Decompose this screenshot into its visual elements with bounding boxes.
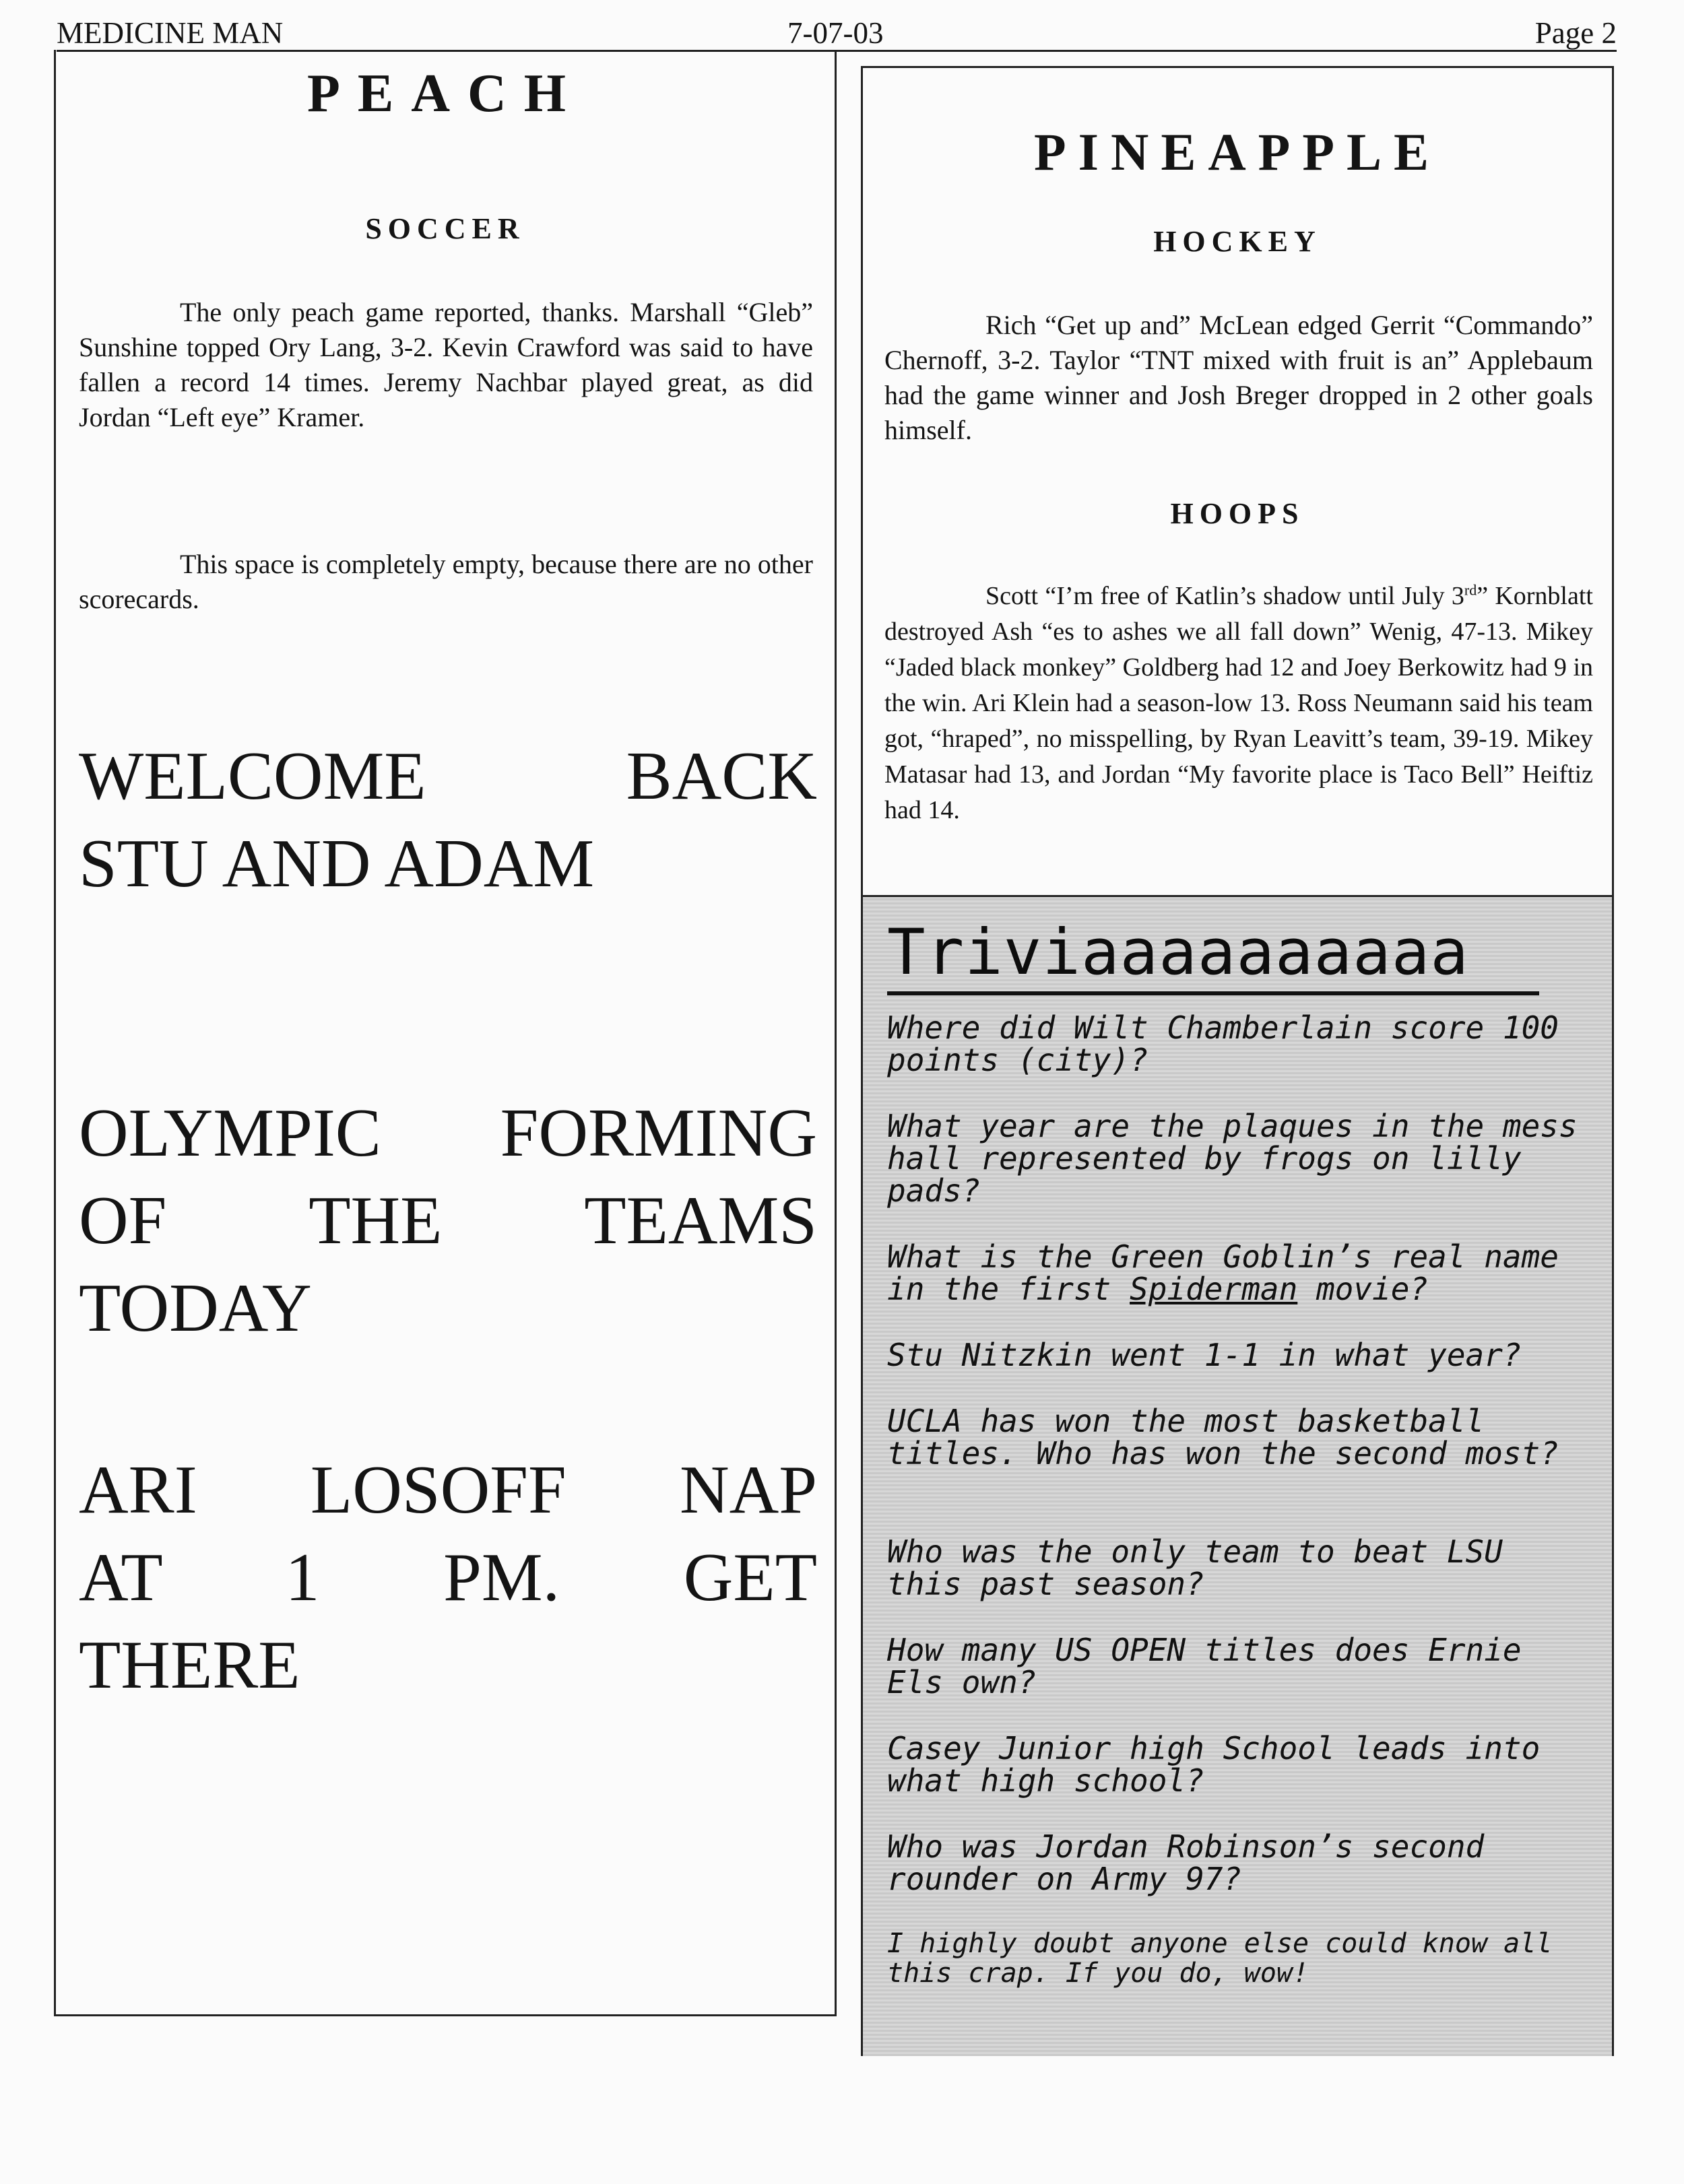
trivia-question-3-part-2: movie?	[1297, 1271, 1429, 1307]
olympic-line-1: OLYMPIC FORMING	[79, 1095, 817, 1171]
trivia-question-5: UCLA has won the most basketball titles. Who has won the second most?	[887, 1403, 1559, 1471]
issue-date: 7-07-03	[787, 16, 884, 50]
hockey-report: Rich “Get up and” McLean edged Gerrit “Commando” Chernoff, 3-2. Taylor “TNT mixed with fruit is an” Applebaum had the game winner and Josh Breger dropped in 2 other goals himself.	[884, 310, 1593, 445]
pineapple-title: PINEAPPLE	[1033, 123, 1442, 181]
hoops-report-part-2: ” Kornblatt destroyed Ash “es to ashes we all fall down” Wenig, 47-13. Mikey “Jaded black monkey” Goldberg had 12 and Joey Berkowitz had 9 in the win. Ari Klein had a season-low 13. Ross Neumann said his team got, “hraped”, no misspelling, by Ryan Leavitt’s team, 39-19. Mikey Matasar had 13, and Jordan “My favorite place is Taco Bell” Heiftiz had 14.	[884, 582, 1593, 824]
welcome-line-2: STU AND ADAM	[79, 826, 595, 902]
welcome-line-1: WELCOME BACK	[79, 738, 817, 814]
nap-line-3: THERE	[79, 1627, 300, 1703]
nap-line-1: ARI LOSOFF NAP	[79, 1452, 817, 1528]
trivia-closing: I highly doubt anyone else could know all this crap. If you do, wow!	[887, 1928, 1553, 1989]
welcome-announcement	[79, 733, 817, 908]
page-number: Page 2	[1534, 16, 1617, 50]
trivia-question-3	[887, 1240, 1581, 1305]
trivia-question-8: Casey Junior high School leads into what high school?	[887, 1730, 1541, 1799]
empty-space-note: This space is completely empty, because there are no other scorecards.	[79, 549, 813, 614]
trivia-question-4: Stu Nitzkin went 1-1 in what year?	[887, 1337, 1522, 1373]
nap-announcement	[79, 1447, 817, 1709]
pineapple-column	[861, 66, 1614, 2056]
pineapple-sports	[863, 68, 1612, 895]
trivia-question-3-movie: Spiderman	[1130, 1271, 1298, 1307]
trivia-title: Triviaaaaaaaaaa	[887, 916, 1469, 989]
hoops-report-superscript: rd	[1464, 581, 1477, 599]
hoops-report	[884, 578, 1593, 828]
hoops-report-part-1: Scott “I’m free of Katlin’s shadow until July 3	[985, 582, 1464, 610]
olympic-announcement	[79, 1090, 817, 1352]
trivia-title-underline	[887, 991, 1539, 995]
trivia-box	[863, 897, 1612, 2056]
trivia-question-6: Who was the only team to beat LSU this past season?	[887, 1533, 1503, 1602]
trivia-question-7: How many US OPEN titles does Ernie Els own?	[887, 1632, 1522, 1700]
page-header	[57, 16, 1617, 52]
soccer-heading: SOCCER	[365, 212, 525, 245]
olympic-line-3: TODAY	[79, 1270, 312, 1346]
soccer-report: The only peach game reported, thanks. Marshall “Gleb” Sunshine topped Ory Lang, 3-2. Kevin Crawford was said to have fallen a record 14 times. Jeremy Nachbar played great, as did Jordan “Left eye” Kramer.	[79, 297, 813, 432]
publication-name: MEDICINE MAN	[57, 16, 284, 50]
hoops-heading: HOOPS	[1170, 497, 1305, 530]
peach-title: PEACH	[307, 64, 583, 123]
trivia-question-2: What year are the plaques in the mess hall represented by frogs on lilly pads?	[887, 1108, 1578, 1209]
peach-column	[54, 50, 837, 2016]
trivia-question-9: Who was Jordan Robinson’s second rounder on Army 97?	[887, 1828, 1485, 1897]
trivia-question-1: Where did Wilt Chamberlain score 100 points (city)?	[887, 1010, 1559, 1078]
trivia-question-3-part-1: What is the Green Goblin’s real name in the first	[887, 1238, 1559, 1307]
nap-line-2: AT 1 PM. GET	[79, 1540, 817, 1616]
hockey-heading: HOCKEY	[1153, 225, 1322, 258]
olympic-line-2: OF THE TEAMS	[79, 1183, 817, 1259]
